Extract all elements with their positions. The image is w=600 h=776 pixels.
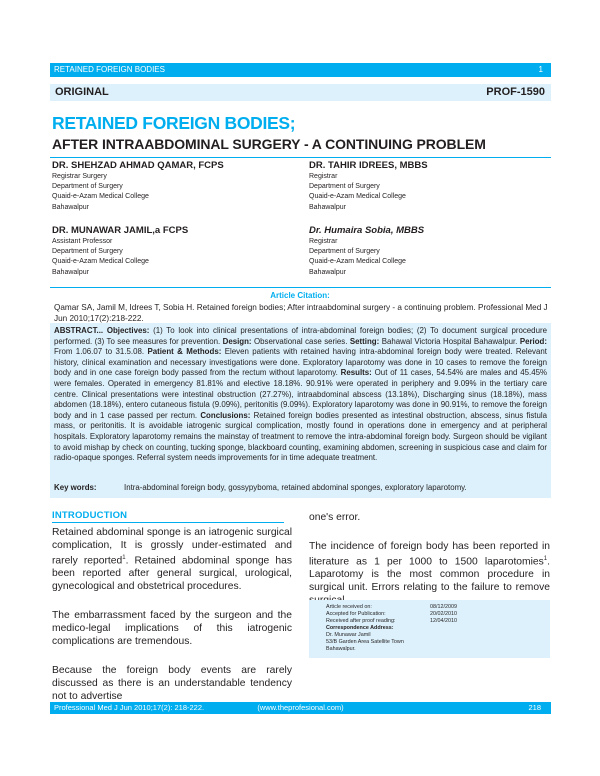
author-name: Dr. Humaira Sobia, MBBS [309, 225, 425, 236]
para-text: The incidence of foreign body has been reported in literature as 1 per 1000 to 1500 laparotomies [309, 541, 550, 568]
intro-paragraph-4 [309, 540, 550, 607]
author-college: Quaid-e-Azam Medical College [309, 258, 406, 266]
results-text: Out of 11 cases, 54.54% are males and 45.45% were females. Operated in emergency 81.81% and elective 18.18%. 90.91% were operated in periphery and 9.09% in the tertiary care centre. Clinical presentations were intestinal obstruction (27.27%), intraabdominal abscess (13.18%), Discharging sinus (18.18%), mass abdomen (18.18%), entero cutaneous fistula (9.09%), peritonitis (9.09%). Exploratory laparotomy was done in 90.91%, to remove the foreign body and in 1 case passed per rectum. [54, 368, 547, 420]
intro-paragraph-1 [52, 526, 292, 593]
author-dept: Department of Surgery [309, 183, 380, 191]
author-city: Bahawalpur [52, 268, 89, 276]
author-name: DR. MUNAWAR JAMIL,a FCPS [52, 225, 189, 236]
author-role: Registrar [309, 238, 338, 245]
author-college: Quaid-e-Azam Medical College [52, 258, 149, 266]
abstract-text [54, 326, 547, 464]
author-city: Bahawalpur [309, 203, 346, 211]
keywords-text: Intra-abdominal foreign body, gossypyboma, retained abdominal sponges, exploratory laparotomy. [124, 483, 467, 492]
citation-text: Qamar SA, Jamil M, Idrees T, Sobia H. Retained foreign bodies; After intraabdominal surgery - a continuing problem. Professional Med J Jun 2010;17(2):218-222. [54, 303, 548, 323]
author-dept: Department of Surgery [309, 248, 380, 256]
author-block-4 [309, 225, 424, 278]
abstract-box [50, 323, 551, 498]
article-subtitle: AFTER INTRAABDOMINAL SURGERY - A CONTINUING PROBLEM [52, 136, 486, 152]
objectives-label: Objectives: [106, 326, 150, 335]
author-block-1 [52, 160, 224, 213]
author-name: DR. TAHIR IDREES, MBBS [309, 160, 428, 171]
header-page-number: 1 [538, 65, 543, 74]
footer-page-number: 218 [528, 703, 541, 712]
author-city: Bahawalpur [309, 268, 346, 276]
footer-website[interactable]: (www.theprofesional.com) [257, 703, 344, 712]
intro-paragraph-3-cont: one's error. [309, 512, 361, 523]
para-text: Retained abdominal sponge is an iatrogenic surgical complication, It is grossly under-estimated and rarely reported [52, 527, 292, 567]
patients-text: Eleven patients with retained having intra-abdominal foreign body were treated. Relevant history, clinical examination and necessary investigations were done. Exploratory laparotomy was done in 10 cases to remove the foreign body and in one case foreign body passed from the rectum without laparotomy. [54, 347, 547, 378]
setting-label: Setting: [349, 336, 380, 346]
title-rule [50, 157, 551, 158]
reference-superscript: 1 [122, 555, 126, 561]
author-role: Assistant Professor [52, 238, 113, 245]
reference-superscript: 1 [543, 556, 548, 562]
author-role: Registrar [309, 173, 338, 180]
results-label: Results: [340, 368, 372, 378]
info-label: Article received on: [326, 604, 372, 610]
period-text: From 1.06.07 to 31.5.08. [54, 347, 145, 357]
article-type: ORIGINAL [55, 86, 109, 98]
conclusions-label: Conclusions: [200, 410, 251, 420]
info-value: 12/04/2010 [430, 618, 457, 624]
author-block-3 [52, 225, 188, 278]
author-name: DR. SHEHZAD AHMAD QAMAR, FCPS [52, 160, 224, 171]
info-value: 08/12/2009 [430, 604, 457, 610]
para-text: . Retained abdominal sponge has been reported after general surgical, urological, gynecological and obstetrical procedures. [52, 555, 292, 593]
info-value: 20/02/2010 [430, 611, 457, 617]
body-column-right [309, 510, 550, 607]
setting-text: Bahawal Victoria Hospital Bahawalpur. [381, 336, 518, 346]
authors-rule [50, 287, 551, 288]
period-label: Period: [519, 336, 547, 346]
keywords-label: Key words: [54, 483, 97, 492]
intro-paragraph-3: Because the foreign body events are rarely discussed as there is an understandable tendency not to advertise [52, 665, 292, 703]
address-line: Dr. Munawar Jamil [326, 632, 371, 638]
patients-label: Patient & Methods: [147, 347, 222, 357]
author-college: Quaid-e-Azam Medical College [52, 193, 149, 201]
author-role: Registrar Surgery [52, 173, 107, 180]
abstract-label: ABSTRACT... [54, 326, 104, 335]
author-block-2 [309, 160, 428, 213]
conclusions-text: Retained foreign bodies presented as intestinal obstruction, abscess, sinus fistula mass, or peritonitis. It is avoidable iatrogenic surgical complication, mostly found in operations done in emergency and at peripheral hospitals. Exploratory laparotomy remains the mainstay of treatment to remove the intra-abdominal foreign body. Surgeon should be vigilant to avoid mishap by check on counting, tucking sponge, blackboard counting, examining abdomen, screening in suspicious case and claim for radio-opaque sponges. Referral system needs improvements for in time adequate treatment. [54, 410, 547, 463]
objectives-text: (1) To look into clinical presentations of intra-abdominal foreign bodies; (2) To document surgical procedure performed. (3) To see measures for prevention. [54, 326, 547, 346]
design-label: Design: [222, 336, 252, 346]
article-type-row [50, 84, 551, 101]
article-title: RETAINED FOREIGN BODIES; [52, 113, 296, 133]
author-dept: Department of Surgery [52, 183, 123, 191]
article-code: PROF-1590 [486, 86, 545, 98]
footer-bar [50, 702, 551, 714]
running-header-bar [50, 63, 551, 77]
info-label: Received after proof reading: [326, 618, 396, 624]
correspondence-label: Correspondence Address: [326, 625, 394, 631]
author-college: Quaid-e-Azam Medical College [309, 193, 406, 201]
address-line: 53/B Garden Area Satellite Town [326, 639, 404, 645]
address-line: Bahawalpur. [326, 646, 356, 652]
intro-paragraph-2: The embarrassment faced by the surgeon and the medico-legal implications of this iatrogenic complications are tremendous. [52, 610, 292, 648]
citation-heading: Article Citation: [270, 291, 330, 300]
section-heading-introduction: INTRODUCTION [52, 510, 284, 523]
author-dept: Department of Surgery [52, 248, 123, 256]
body-column-left [52, 510, 292, 703]
design-text: Observational case series. [254, 336, 348, 346]
footer-journal: Professional Med J Jun 2010;17(2): 218-222. [54, 703, 205, 712]
info-label: Accepted for Publication: [326, 611, 386, 617]
running-title: RETAINED FOREIGN BODIES [54, 65, 165, 74]
para-text: . Laparotomy is the most common procedure in surgical unit. Errors relating to the failure to remove [309, 556, 550, 594]
article-info-box [309, 600, 550, 658]
keywords [54, 483, 467, 492]
author-city: Bahawalpur [52, 203, 89, 211]
